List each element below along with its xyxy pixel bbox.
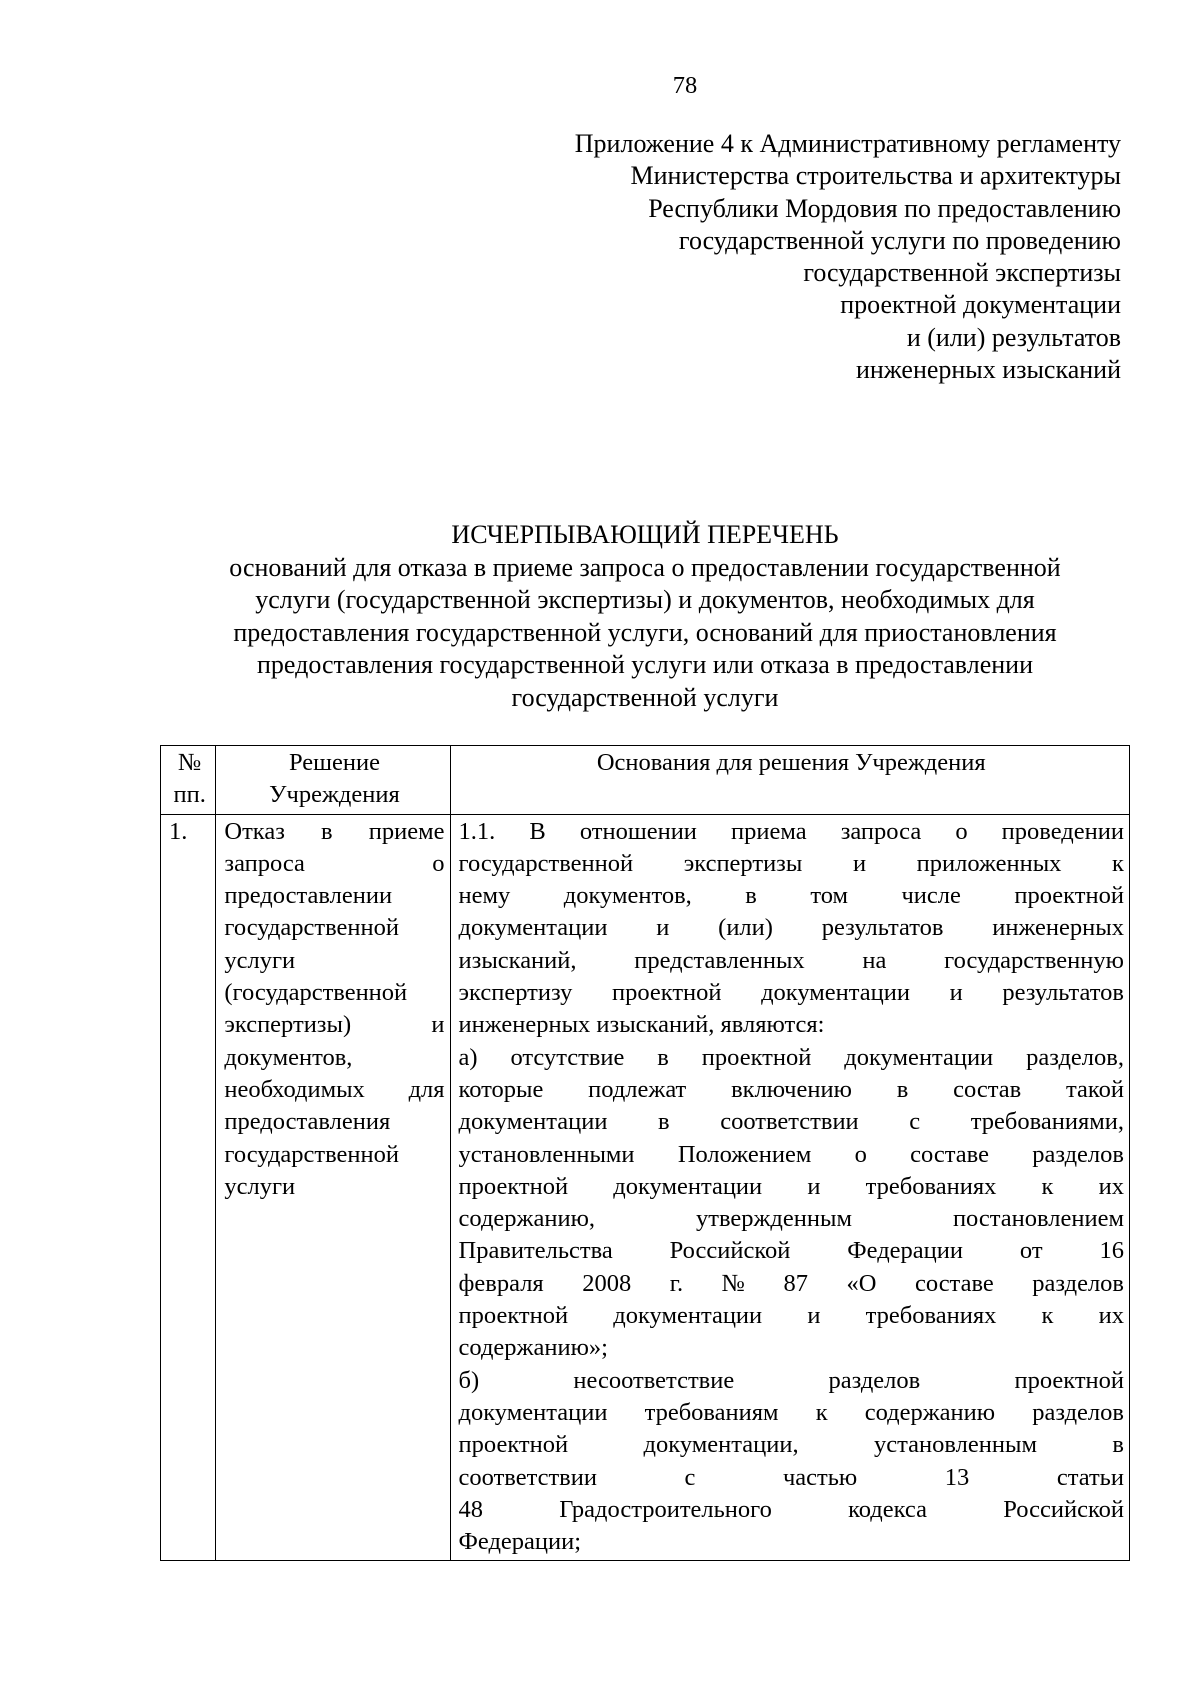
basis-word: государственную: [944, 946, 1124, 974]
decision-text-line: государственной: [224, 1140, 400, 1168]
basis-word: к: [1112, 849, 1124, 877]
basis-word: инженерных: [992, 914, 1124, 942]
basis-word: составе: [914, 1269, 994, 1297]
basis-text-line: [459, 1203, 1124, 1235]
basis-word: их: [1098, 1172, 1124, 1200]
basis-text-line: [459, 1268, 1124, 1300]
header-number-line: №: [178, 749, 202, 776]
basis-text-line: [459, 1429, 1124, 1461]
row-decision-cell: [216, 814, 450, 1561]
basis-word: 48: [458, 1495, 484, 1523]
basis-word: такой: [1066, 1075, 1124, 1103]
basis-word: составе: [910, 1140, 989, 1168]
basis-word: документации: [458, 1398, 608, 1426]
basis-word: Федерации: [847, 1237, 963, 1265]
basis-text-line: [459, 945, 1124, 977]
basis-word: проектной: [1014, 882, 1124, 910]
decision-text-line: [224, 848, 444, 880]
basis-word: утвержденным: [695, 1205, 852, 1233]
basis-word: результатов: [1002, 979, 1124, 1007]
table-row: [161, 814, 1130, 1561]
decision-text-line: государственной: [224, 914, 400, 942]
basis-word: (или): [718, 914, 773, 942]
basis-word: проведении: [1001, 817, 1124, 845]
basis-word: состав: [953, 1075, 1022, 1103]
basis-word: приложенных: [916, 849, 1062, 877]
basis-word: требованиях: [865, 1302, 997, 1330]
basis-word: в: [658, 1108, 670, 1136]
header-decision-line: Решение: [288, 749, 380, 776]
basis-word: в: [745, 882, 757, 910]
basis-word: 1.1.: [458, 817, 496, 845]
basis-word: №: [721, 1269, 745, 1297]
basis-word: к: [1041, 1172, 1054, 1200]
basis-word: соответствии: [458, 1463, 597, 1491]
decision-text-line: услуги: [224, 1172, 296, 1200]
basis-text-line: содержанию»;: [458, 1334, 608, 1362]
basis-word: б): [458, 1366, 480, 1394]
basis-text-line: [459, 1074, 1124, 1106]
basis-word: их: [1098, 1302, 1124, 1330]
basis-word: документации: [844, 1043, 994, 1071]
header-number-line: пп.: [173, 781, 206, 809]
decision-word: необходимых: [224, 1075, 365, 1103]
basis-word: подлежат: [588, 1075, 687, 1103]
decision-word: в: [321, 817, 333, 845]
basis-word: том: [810, 882, 848, 910]
basis-word: числе: [901, 882, 961, 910]
basis-word: экспертизу: [458, 979, 573, 1007]
basis-text-line: [459, 1171, 1124, 1203]
decision-word: приеме: [368, 817, 445, 845]
grounds-table: [160, 745, 1130, 1561]
basis-word: Правительства: [458, 1237, 613, 1265]
basis-word: содержанию: [864, 1398, 996, 1426]
header-decision-line: Учреждения: [269, 781, 400, 809]
basis-word: постановлением: [952, 1205, 1124, 1233]
decision-text-line: [224, 816, 444, 848]
appendix-line: государственной услуги по проведению: [678, 225, 1121, 255]
appendix-line: инженерных изысканий: [855, 355, 1121, 385]
decision-word: для: [408, 1075, 445, 1103]
basis-word: о: [955, 817, 968, 845]
basis-word: документации: [458, 914, 608, 942]
basis-word: приема: [731, 817, 807, 845]
basis-word: представленных: [634, 946, 805, 974]
basis-word: документации: [458, 1108, 608, 1136]
decision-word: и: [431, 1011, 445, 1039]
basis-word: проектной: [1014, 1366, 1124, 1394]
header-basis: [450, 746, 1129, 815]
row-number-cell: [161, 814, 216, 1561]
basis-word: 2008: [582, 1269, 632, 1297]
basis-word: к: [815, 1398, 828, 1426]
basis-word: нему: [458, 882, 511, 910]
basis-word: проектной: [611, 979, 722, 1007]
basis-word: к: [1041, 1302, 1054, 1330]
basis-word: экспертизы: [683, 849, 803, 877]
basis-word: требованиям: [644, 1398, 779, 1426]
decision-text-line: предоставления: [224, 1108, 391, 1136]
basis-text-line: [459, 1106, 1124, 1138]
basis-word: в: [1112, 1431, 1124, 1459]
basis-word: документов,: [563, 882, 692, 910]
basis-text-line: [459, 1139, 1124, 1171]
basis-word: проектной: [701, 1043, 812, 1071]
appendix-line: и (или) результатов: [906, 322, 1121, 352]
basis-text-line: [459, 1235, 1124, 1267]
document-heading: [160, 519, 1130, 714]
basis-word: требованиями,: [970, 1108, 1124, 1136]
appendix-line: государственной экспертизы: [803, 258, 1121, 288]
basis-text-line: инженерных изысканий, являются:: [458, 1011, 825, 1039]
page-number: 78: [672, 72, 698, 99]
basis-text-line: [459, 880, 1124, 912]
basis-word: документации,: [643, 1431, 799, 1459]
basis-word: которые: [458, 1075, 544, 1103]
basis-word: а): [458, 1043, 478, 1071]
decision-word: Отказ: [224, 817, 285, 845]
basis-word: 87: [783, 1269, 808, 1297]
row-basis-cell: [450, 814, 1129, 1561]
header-basis-line: Основания для решения Учреждения: [596, 749, 986, 776]
row-number: 1.: [169, 817, 188, 845]
basis-word: частью: [782, 1463, 858, 1491]
basis-word: в: [896, 1075, 909, 1103]
basis-word: и: [807, 1172, 821, 1200]
basis-word: Градостроительного: [559, 1495, 772, 1523]
basis-word: результатов: [821, 914, 944, 942]
basis-word: с: [909, 1108, 921, 1136]
appendix-line: проектной документации: [840, 290, 1121, 320]
basis-word: и: [807, 1302, 821, 1330]
basis-word: и: [656, 914, 670, 942]
basis-word: соответствии: [720, 1108, 859, 1136]
decision-word: о: [432, 849, 445, 877]
header-number: [161, 746, 216, 815]
basis-word: документации: [613, 1302, 763, 1330]
document-subtitle-line: государственной услуги: [511, 682, 779, 712]
document-subtitle-line: услуги (государственной экспертизы) и документов, необходимых для: [255, 585, 1035, 614]
basis-word: разделов: [1032, 1398, 1124, 1426]
basis-word: изысканий,: [458, 946, 577, 974]
basis-text-line: [459, 912, 1124, 944]
table-header-row: [161, 746, 1130, 815]
basis-word: разделов: [828, 1366, 921, 1394]
basis-word: разделов,: [1026, 1043, 1124, 1071]
basis-word: включению: [731, 1075, 852, 1103]
basis-word: г.: [669, 1269, 684, 1297]
basis-word: требованиях: [865, 1172, 997, 1200]
basis-text-line: [459, 816, 1124, 848]
basis-word: установленным: [874, 1431, 1037, 1459]
appendix-line: Приложение 4 к Административному регламенту: [574, 129, 1121, 158]
basis-word: Положением: [677, 1140, 812, 1168]
basis-text-line: [459, 1494, 1124, 1526]
basis-word: отношении: [579, 817, 697, 845]
basis-word: установленными: [458, 1140, 635, 1168]
basis-text-line: [459, 1042, 1124, 1074]
decision-text-line: (государственной: [224, 979, 408, 1007]
document-title: ИСЧЕРПЫВАЮЩИЙ ПЕРЕЧЕНЬ: [451, 520, 839, 549]
basis-word: документации: [761, 979, 910, 1007]
basis-text-line: [459, 1462, 1124, 1494]
basis-word: от: [1019, 1237, 1043, 1265]
basis-word: Российской: [669, 1237, 791, 1265]
appendix-reference: [421, 128, 1121, 386]
basis-word: проектной: [458, 1302, 569, 1330]
basis-word: разделов: [1032, 1269, 1124, 1297]
basis-word: и: [949, 979, 963, 1007]
appendix-line: Министерства строительства и архитектуры: [630, 161, 1121, 191]
basis-text-line: [459, 1365, 1124, 1397]
basis-word: «О: [846, 1269, 877, 1297]
basis-word: статьи: [1056, 1463, 1124, 1491]
basis-word: на: [862, 946, 887, 974]
decision-text-line: документов,: [224, 1043, 353, 1071]
basis-word: в: [657, 1043, 669, 1071]
basis-word: проектной: [458, 1172, 569, 1200]
basis-text-line: [459, 848, 1124, 880]
basis-word: несоответствие: [573, 1366, 735, 1394]
basis-word: с: [684, 1463, 696, 1491]
decision-text-line: [224, 1074, 444, 1106]
header-decision: [216, 746, 450, 815]
basis-word: В: [529, 817, 546, 845]
basis-word: документации: [613, 1172, 763, 1200]
basis-text-line: [459, 977, 1124, 1009]
basis-word: проектной: [458, 1431, 569, 1459]
basis-word: 13: [944, 1463, 970, 1491]
appendix-line: Республики Мордовия по предоставлению: [648, 193, 1121, 223]
document-subtitle-line: оснований для отказа в приеме запроса о предоставлении государственной: [229, 552, 1061, 582]
basis-word: отсутствие: [510, 1043, 625, 1071]
basis-word: февраля: [458, 1269, 544, 1297]
decision-text-line: [224, 1009, 444, 1041]
basis-word: разделов: [1032, 1140, 1124, 1168]
decision-text-line: услуги: [224, 946, 296, 974]
basis-word: содержанию,: [458, 1205, 595, 1233]
decision-word: экспертизы): [224, 1011, 352, 1039]
basis-word: и: [852, 849, 867, 877]
basis-word: запроса: [840, 817, 922, 845]
basis-text-line: [459, 1397, 1124, 1429]
basis-word: государственной: [458, 849, 634, 877]
basis-text-line: [459, 1300, 1124, 1332]
basis-word: Российской: [1003, 1495, 1124, 1523]
basis-word: о: [854, 1140, 867, 1168]
basis-text-line: Федерации;: [458, 1528, 582, 1556]
document-subtitle-line: предоставления государственной услуги, оснований для приостановления: [233, 617, 1057, 647]
decision-text-line: предоставлении: [224, 882, 393, 910]
decision-word: запроса: [224, 849, 305, 877]
basis-word: 16: [1099, 1237, 1124, 1265]
basis-word: кодекса: [848, 1495, 927, 1523]
document-subtitle-line: предоставления государственной услуги или отказа в предоставлении: [256, 650, 1033, 679]
